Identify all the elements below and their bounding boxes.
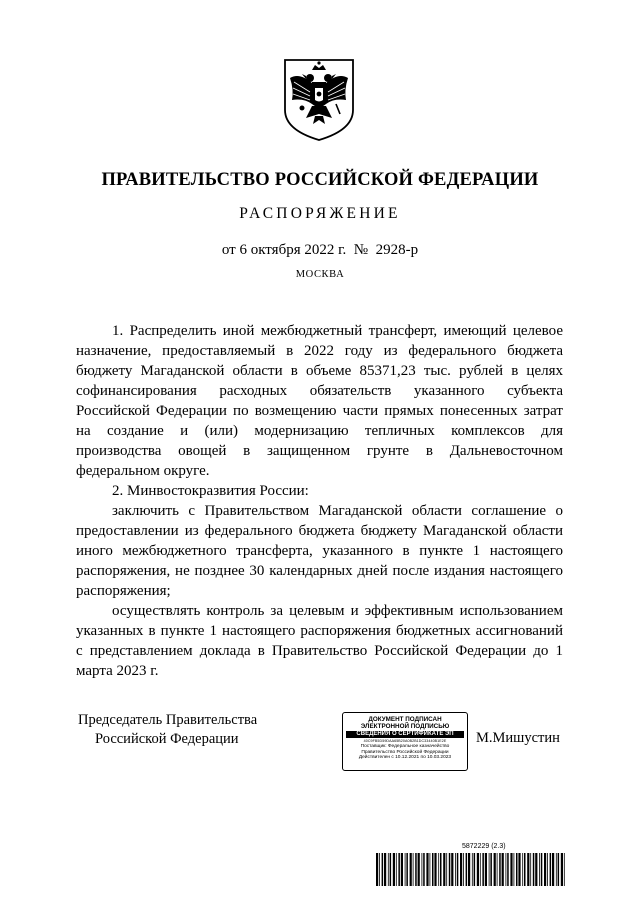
document-date-number: от 6 октября 2022 г. № 2928-р [221,242,419,258]
paragraph-1: 1. Распределить иной межбюджетный трансферт, имеющий целевое назначение, предоставляемый в 2022 году из федерального бюджета бюджету Магаданской области в объеме 85371,23 тыс. рублей в целях софинансирования расходных обязательств указанного субъекта Российской Федерации по возмещению части прямых понесенных затрат на создание и (или) модернизацию тепличных комплексов для производства овощей в защищенном грунте в Дальневосточном федеральном округе. [76,323,563,479]
document-body [76,321,563,681]
stamp-serial: 40C9FB5D59DAA65B20A0B2B1DC33440B1E2E [363,739,447,743]
signatory-position-line1: Председатель Правительства [78,712,258,728]
paragraph-3: заключить с Правительством Магаданской области соглашение о предоставлении из федерального бюджета бюджету Магаданской области иного межбюджетного трансферта, указанного в пункте 1 настоящего распоряжения, не позднее 30 календарных дней после издания настоящего распоряжения; [76,503,563,599]
stamp-line2: ЭЛЕКТРОННОЙ ПОДПИСЬЮ [360,723,450,730]
stamp-owner: Правительство Российской Федерации [361,749,449,755]
government-title: ПРАВИТЕЛЬСТВО РОССИЙСКОЙ ФЕДЕРАЦИИ [101,170,539,190]
barcode-caption: 5872229 (2.3) [462,843,506,850]
electronic-signature-stamp [342,712,468,771]
barcode-image [376,853,568,886]
signatory-position-line2: Российской Федерации [95,731,239,747]
document-city: МОСКВА [295,269,345,280]
stamp-validity: Действителен с 10.12.2021 по 10.03.2023 [358,755,452,761]
signatory-position [78,711,257,749]
coat-of-arms-emblem [282,58,356,142]
paragraph-4: осуществлять контроль за целевым и эффективным использованием указанных в пункте 1 настоящего распоряжения бюджетных ассигнований с представлением доклада в Правительство Российской Федерации до 1 марта 2023 г. [76,603,563,679]
signatory-name: М.Мишустин [476,730,560,746]
paragraph-2: 2. Минвостокразвития России: [112,483,309,499]
stamp-line1: ДОКУМЕНТ ПОДПИСАН [368,716,442,723]
stamp-supplier: Поставщик: Федеральное казначейство [360,744,450,749]
document-type: РАСПОРЯЖЕНИЕ [239,205,401,222]
stamp-certificate-band: СВЕДЕНИЯ О СЕРТИФИКАТЕ ЭП [346,731,464,738]
